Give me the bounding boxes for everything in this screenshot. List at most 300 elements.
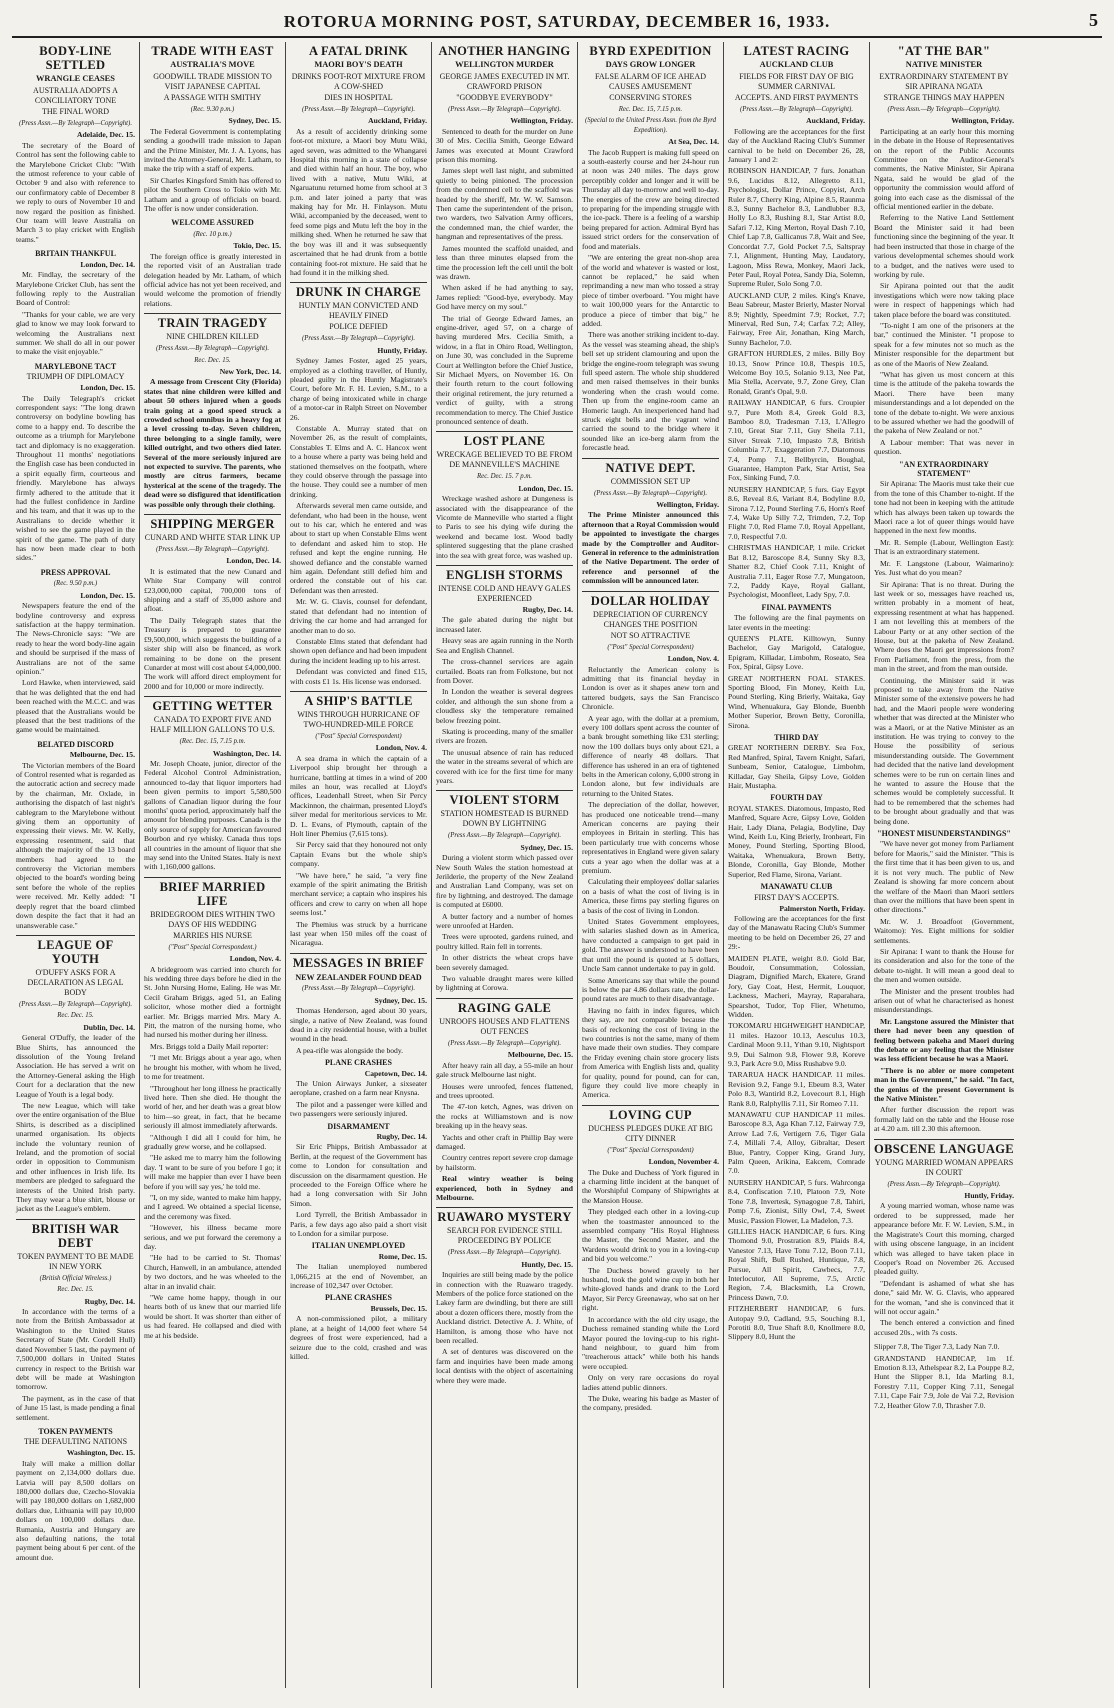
paragraph: Sir Charles Kingsford Smith has offered to pilot the Southern Cross to Tokio with Mr. Latham and a group of officials on board. The offer is now under consideration. bbox=[144, 175, 281, 214]
headline: NATIVE DEPT. bbox=[582, 458, 719, 475]
paragraph: Yachts and other craft in Phillip Bay were damaged. bbox=[436, 1132, 573, 1151]
credit: ("Post" Special Correspondent.) bbox=[168, 943, 257, 951]
dateline: New York, Dec. 14. bbox=[219, 366, 281, 376]
paragraph: "We have never got money from Parliament before for Maoris," said the Minister. "This is the first time that it has been given to us, and it is not very much. The public of New Zealand is showing far more concern about the welfare of the Maori than Maori settlers than over the millions that have been spent in other directions." bbox=[874, 839, 1014, 915]
received-time: (Rec. 10 p.m.) bbox=[193, 230, 232, 238]
article-getting-wetter bbox=[144, 696, 281, 872]
headline: "AT THE BAR" bbox=[897, 44, 991, 58]
headline: A SHIP'S BATTLE bbox=[290, 691, 427, 708]
paragraph: Wreckage washed ashore at Dungeness is associated with the disappearance of the Vicomte de Manneville who started a flight to Paris to see his dying wife during the weekend and became lost. Wood badly splintered suggesting that the plane crashed into the sea with great force, was washed up. bbox=[436, 494, 573, 560]
column-2 bbox=[140, 42, 286, 1688]
paragraph: "Defendant is ashamed of what she has done," said Mr. W. G. Clavis, who appeared for the woman, "and she is convinced that it will not occur again." bbox=[874, 1278, 1014, 1316]
dateline: Rugby, Dec. 14. bbox=[376, 1131, 427, 1141]
dateline: Auckland, Friday. bbox=[368, 116, 427, 126]
paragraph: Calculating their employees' dollar salaries on a basis of what the cost of living is in America, these firms pay sterling figures on a basis of the cost of living in London. bbox=[582, 877, 719, 915]
subheadline: STRANGE THINGS MAY HAPPEN bbox=[883, 93, 1005, 102]
subheadline: NINE CHILDREN KILLED bbox=[166, 332, 259, 342]
subheadline: WINS THROUGH HURRICANE OF TWO-HUNDRED-MILE FORCE bbox=[297, 709, 420, 729]
paragraph: The cross-channel services are again curtailed. Boats ran from Folkstone, but not from Dover. bbox=[436, 657, 573, 685]
race-entry: AUCKLAND CUP, 2 miles. King's Knave, Beau Sabreur, Master Brierly, Master Norval 8.9; Nightly, Speedmint 7.9; Rocket, 7.7; Minerval, Red Sun, 7.4; Carfax 7.2; Alley, Fairway, Free Air, Jonathan, King March, Sunny Bachelor, 7.0. bbox=[728, 290, 865, 347]
section-heading: FINAL PAYMENTS bbox=[761, 602, 832, 612]
paragraph: "We are entering the great non-shop area of the world and whatever is wasted or lost, cannot be replaced," he said when reprimanding a new man who tossed a stray piece of timber overboard. "You might have to wait 100,000 years for the Antarctic to produce a piece of timber that big," he added. bbox=[582, 253, 719, 328]
headline: GETTING WETTER bbox=[144, 696, 281, 713]
headline: DOLLAR HOLIDAY bbox=[582, 591, 719, 608]
credit: (Press Assn.—By Telegraph—Copyright). bbox=[887, 106, 1001, 113]
paragraph: The bench entered a conviction and fined accused 20s., with 7s costs. bbox=[874, 1318, 1014, 1337]
section-heading: PLANE CRASHES bbox=[325, 1058, 392, 1068]
article-english-storms bbox=[436, 565, 573, 785]
paragraph: "We came home happy, though in our hearts both of us knew that our married life would be short. It was shorter than either of us had feared. He collapsed and died with me at his bedside. bbox=[144, 1293, 281, 1340]
article-shipping-merger bbox=[144, 514, 281, 691]
paragraph: The Victorian members of the Board of Control resented what is regarded as the autocratic action and secrecy made by the chairman, Mr. Oxlade, in authorising the dispatch of last night's cablegram to the Marylebone without giving them an opportunity of expressing their views. Mr. W. Kelly, expressing resentment, said that although the majority of the 13 board members had agreed to the controversy the Victorian members objected to the board's wording being sent before the whole of the replies were received. Mr. Kelly added: "I deeply regret that the board climbed down despite the fact that it had an unanswerable case." bbox=[16, 760, 135, 930]
masthead-title: ROTORUA MORNING POST, SATURDAY, DECEMBER 16, 1933. bbox=[283, 12, 831, 31]
headline: ENGLISH STORMS bbox=[436, 565, 573, 582]
article-at-the-bar bbox=[874, 42, 1014, 1134]
paragraph: After further discussion the report was formally laid on the table and the House rose at 4.20 a.m. till 2.30 this afternoon. bbox=[874, 1105, 1014, 1134]
paragraph: Having no faith in index figures, which they say, are not comparable because the basis of reckoning the cost of living in the two countries is not the same, many of them have made their own studies. They compare the Friday evening chain store grocery lists from America with English lists and, quality for quality, pound for pound, can for can, figure they could live more cheaply in America. bbox=[582, 1005, 719, 1100]
paragraph: It is estimated that the new Cunard and White Star Company will control £23,000,000 capital, 700,000 tons of shipping and a staff of 35,000 ashore and afloat. bbox=[144, 566, 281, 614]
paragraph: James slept well last night, and submitted quietly to being pinioned. The procession from the condemned cell to the scaffold was headed by the sheriff, Mr. W. W. Samson. Then came the superintendent of the prison, two warders, two Salvation Army officers, the condemned man, the chief warder, the hangman and representatives of the press. bbox=[436, 166, 573, 242]
section-heading: "AN EXTRAORDINARY STATEMENT" bbox=[899, 459, 989, 479]
headline: BYRD EXPEDITION bbox=[589, 44, 712, 58]
article-loving-cup bbox=[582, 1105, 719, 1413]
subheadline: HUNTLY MAN CONVICTED AND HEAVILY FINED bbox=[298, 301, 419, 321]
received-time: Rec. Dec. 15, 7.15 p.m. bbox=[618, 106, 683, 113]
paragraph: The depreciation of the dollar, however, has produced one noticeable trend—many American concerns are paying their employees in Britain in sterling. This has been particularly true with concerns whose representatives in England were given salary cuts a year ago when the dollar was at a premium. bbox=[582, 800, 719, 876]
credit: (Press Assn.—By Telegraph—Copyright). bbox=[447, 1249, 562, 1257]
dateline: Huntly, Friday. bbox=[964, 1191, 1014, 1201]
paragraph: "What has given us most concern at this time is the attitude of the pakeha towards the Maori. There have been many misunderstandings and a lot depended on the tone of the debate to-night. We were anxious to be assured whether we had the goodwill of the pakeha of New Zealand or not." bbox=[874, 369, 1014, 436]
dateline: Tokio, Dec. 15. bbox=[233, 241, 281, 251]
race-entry: MAIDEN PLATE, weight 8.0. Gold Bar, Boudoir, Consummation, Colossian, Diagram, Dignified March, Ekatere, Grand Jory, Gay Coat, Hest, Hermit, Louquor, Lackness, Macheri, Mayray, Raparahara, Spearshot, Tudor, Top Flier, Whetumo, Widden. bbox=[728, 953, 865, 1019]
paragraph: Reluctantly the American colony is admitting that its financial heyday in London is over as it shapes anew torn and tattered budgets, says the San Francisco Chronicle. bbox=[582, 664, 719, 712]
subheadline: WRANGLE CEASES bbox=[36, 74, 115, 83]
headline: BRIEF MARRIED LIFE bbox=[144, 877, 281, 908]
paragraph: The Prime Minister announced this afternoon that a Royal Commission would be appointed to investigate the charges made by the Comptroller and Auditor-General in reference to the administration of the Native Department. The order of reference and personnel of the commission will be announced later. bbox=[582, 510, 719, 586]
paragraph: "To-night I am one of the prisoners at the bar," continued the Minister. "I propose to speak for a few minutes not so much as the Minister responsible for the department but as one of the Maoris of New Zealand. bbox=[874, 320, 1014, 368]
dateline: Capetown, Dec. 14. bbox=[364, 1068, 427, 1078]
dateline: Washington, Dec. 14. bbox=[212, 748, 281, 758]
page-number: 5 bbox=[1089, 10, 1098, 30]
section-heading: ITALIAN UNEMPLOYED bbox=[311, 1241, 406, 1251]
paragraph: Newspapers feature the end of the bodyline controversy and express satisfaction at the happy termination. The News-Chronicle says: "We are ready to hear the word body-line again and should be surprised if the mass of Australians are not of the same opinion." bbox=[16, 601, 135, 676]
subheadline: POLICE DEFIED bbox=[329, 322, 388, 332]
dateline: Huntly, Dec. 15. bbox=[521, 1259, 573, 1269]
section-heading: BELATED DISCORD bbox=[37, 739, 114, 749]
paragraph: "Although I did all I could for him, he gradually grew worse, and he collapsed. bbox=[144, 1132, 281, 1151]
paragraph: The gale abated during the night but increased later. bbox=[436, 615, 573, 634]
subheadline: FALSE ALARM OF ICE AHEAD CAUSES AMUSEMENT bbox=[595, 72, 706, 91]
article-obscene-language bbox=[874, 1139, 1014, 1338]
subheadline: TRIUMPH OF DIPLOMACY bbox=[26, 372, 125, 382]
article-ruawaro-mystery bbox=[436, 1207, 573, 1385]
subheadline: CANADA TO EXPORT FIVE AND HALF MILLION GALLONS TO U.S. bbox=[150, 715, 275, 735]
paragraph: The Union Airways Junker, a sixseater aeroplane, crashed on a farm near Knysna. bbox=[290, 1078, 427, 1098]
paragraph: A young married woman, whose name was ordered to be suppressed, made her appearance before Mr. F. W. Levien, S.M., in the Magistrate's Court this morning, charged with using obscene language, in an incident which was alleged to have taken place in Cooper's Road on November 26. Accused pleaded guilty. bbox=[874, 1201, 1014, 1277]
dateline: London, Dec. 14. bbox=[226, 556, 281, 566]
headline: SHIPPING MERGER bbox=[144, 514, 281, 531]
paragraph: Lord Tyrrell, the British Ambassador in Paris, a few days ago also paid a short visit to London for a similar purpose. bbox=[290, 1210, 427, 1239]
paragraph: The Duke, wearing his badge as Master of the company, presided. bbox=[582, 1393, 719, 1413]
paragraph: Mr. W. J. Broadfoot (Government, Waitomo): Yes. Eight millions for soldier settlements. bbox=[874, 916, 1014, 945]
dateline: Adelaide, Dec. 15. bbox=[77, 130, 135, 140]
article-belated-discord bbox=[16, 740, 135, 930]
article-violent-storm bbox=[436, 790, 573, 993]
subheadline: MAORI BOY'S DEATH bbox=[314, 60, 403, 69]
paragraph: The 47-ton ketch, Agnes, was driven on the rocks at Williamstown and is now breaking up in the heavy seas. bbox=[436, 1102, 573, 1131]
paragraph: Only on very rare occasions do royal ladies attend public dinners. bbox=[582, 1373, 719, 1392]
race-entry: GILLIES HACK HANDICAP, 6 furs. King Thomond 9.0, Prostration 8.9, Plaids 8.4, Vanestor 7.13, Have Tonu 7.12, Boon 7.11, Royal Shift, Bull Rushed, Huntique, 7.8, Pursue, All Spirit, Cawbecs, 7.7, Interlocutor, All Supreme, 7.5, Arctic Region, 7.4, Blacksmith, La Crown, Princess Dawn, 7.0. bbox=[728, 1226, 865, 1302]
subheadline: COMMISSION SET UP bbox=[610, 476, 691, 486]
paragraph: In other districts the wheat crops have been severely damaged. bbox=[436, 953, 573, 972]
paragraph: General O'Duffy, the leader of the Blue Shirts, has announced the dissolution of the Young Ireland Association. He has served a writ on the Attorney-General asking the High Court for a declaration that the new League of Youth is a legal body. bbox=[16, 1033, 135, 1099]
article-train-tragedy bbox=[144, 313, 281, 509]
paragraph: Houses were unroofed, fences flattened, and trees uprooted. bbox=[436, 1081, 573, 1100]
paragraph: The Federal Government is contemplating sending a goodwill trade mission to Japan and the Prime Minister, Mr. J. A. Lyons, has invited the Attorney-General, Mr. Latham, to make the trip with a staff of experts. bbox=[144, 126, 281, 174]
article-british-war-debt bbox=[16, 1219, 135, 1422]
received-time: Rec. Dec. 15. bbox=[194, 356, 231, 364]
dateline: London, Dec. 15. bbox=[518, 483, 573, 493]
paragraph: As a result of accidently drinking some foot-rot mixture, a Maori boy Mutu Wiki, aged seven, was admitted to the Whangarei Hospital this morning in a state of collapse and died within half an hour. The boy, who lived with a native, Mutu Wiki, at Ngaruatunu returned home from school at 3 p.m. and later joined a party that was making hay for Mr. H. Finlayson. Mutu Wiki, accompanied by the deceased, went to feed some pigs and Mutu left the boy in the milking shed. When he returned he saw that the boy was ill and it was subsequently ascertained that he had drunk from a bottle containing foot-rot mixture. He said that he had found it in the milking shed. bbox=[290, 126, 427, 277]
article-brief-married-life bbox=[144, 877, 281, 1340]
credit: (Press Assn.—By Telegraph—Copyright). bbox=[301, 335, 416, 343]
subheadline: GOODWILL TRADE MISSION TO VISIT JAPANESE CAPITAL bbox=[153, 72, 272, 91]
paragraph: In accordance with the terms of a note from the British Ambassador at Washington to the United States Secretary of State (Mr. Cordell Hull) dated November 5 last, the payment of 7,500,000 dollars in United States currency in respect to the British war debt will be made at Washington tomorrow. bbox=[16, 1307, 135, 1392]
paragraph: Mr. F. Langstone (Labour, Waimarino): Yes. Just what do you mean? bbox=[874, 558, 1014, 578]
columns bbox=[12, 42, 1102, 1688]
paragraph: The Duke and Duchess of York figured in a charming little incident at the banquet of the Worshipful Company of Shipwrights at the Mansion House. bbox=[582, 1167, 719, 1205]
dateline: London, Nov. 4. bbox=[229, 954, 281, 964]
paragraph: "I, on my side, wanted to make him happy, and I agreed. We obtained a special license, and the ceremony was fixed. bbox=[144, 1192, 281, 1221]
article-another-hanging bbox=[436, 42, 573, 426]
paragraph: Real wintry weather is being experienced, both in Sydney and Melbourne. bbox=[436, 1174, 573, 1202]
paragraph: The Daily Telegraph's cricket correspondent says: "The long drawn controversy on bodyline bowling has come to a happy end. To describe the outcome as a triumph for Marylebone tact and diplomacy is no exaggeration. Throughout 11 months' negotiations the English case has been conducted in a spirit equally firm, courteous and friendly. Marylebone has always firmly adhered to the attitude that it had the fullest confidence in Jardine and his team, and that it was up to the Australians to decide whether it wished to see the game played in the spirit of the game. The path of duty has now been made clear to both sides." bbox=[16, 393, 135, 563]
subheadline: O'DUFFY ASKS FOR A DECLARATION AS LEGAL BODY bbox=[27, 967, 124, 997]
paragraph: Constable A. Murray stated that on November 26, as the result of complaints, Constables T. Elms and A. C. Hancox went to a house where a party was being held and stationed themselves on the footpath, where they could observe through the passage into the house. They could see a number of men drinking. bbox=[290, 423, 427, 499]
paragraph: Following are the acceptances for the first day of the Manawatu Racing Club's Summer meeting to be held on December 26, 27 and 29:- bbox=[728, 913, 865, 952]
race-entry: CHRISTMAS HANDICAP, 1 mile. Cricket Bat 8.12, Baroscope 8.4, Sunny Sky 8.3, Shatter 8.2, Chief Cook 7.11, Knight of Australia 7.11, Eager Rose 7.7, Mungatoon, 7.2, Paddy Kaye, Royal Gallant, Psychologist, Moonfleet, Lady Spy, 7.0. bbox=[728, 543, 865, 600]
headline: LATEST RACING bbox=[743, 44, 850, 58]
paragraph: Sir Apirana pointed out that the audit investigations which were now taking place were in respect of happenings which had taken place before the board was constituted. bbox=[874, 281, 1014, 319]
paragraph: A pea-rifle was alongside the body. bbox=[296, 1045, 404, 1055]
paragraph: A bridegroom was carried into church for his wedding three days before he died in the St. John Nursing Home, Ealing. He was Mr. Cecil Graham Briggs, aged 51, an Ealing solicitor, whose mother died a fortnight earlier. Mr. Briggs married Mrs. Mary A. Pitt, the matron of the nursing home, who had nursed his mother during her illness. bbox=[144, 964, 281, 1040]
paragraph: A non-commissioned pilot, a military plane, at a height of 14,000 feet where 54 degrees of frost were experienced, had a seizure due to the cold, crashed and was killed. bbox=[290, 1314, 427, 1361]
subheadline: DIES IN HOSPITAL bbox=[324, 93, 393, 102]
paragraph: The Duchess bowed gravely to her husband, took the gold wine cup in both her white-gloved hands and drank to the Lord Mayor, Sir Percy Greenaway, who sat on her right. bbox=[582, 1265, 719, 1313]
article-body-line bbox=[16, 42, 135, 244]
paragraph: The Italian unemployed numbered 1,066,215 at the end of November, an increase of 102,347 over October. bbox=[290, 1262, 427, 1291]
paragraph: Following are the acceptances for the first day of the Auckland Racing Club's Summer carnival to be held on December 26, 28, January 1 and 2: bbox=[728, 126, 865, 165]
subheadline: CONSERVING STORES bbox=[609, 93, 692, 102]
subheadline: TOKEN PAYMENT TO BE MADE IN NEW YORK bbox=[17, 1251, 134, 1271]
credit: (Press Assn.—By Telegraph—Copyright). bbox=[18, 120, 133, 127]
paragraph: "However, his illness became more serious, and we put forward the ceremony a day. bbox=[144, 1223, 281, 1251]
paragraph: They pledged each other in a loving-cup when the toastmaster announced to the assembled company "His Royal Highness the Master, the Second Master, and the Wardens would drink to you in a loving-cup and bid you welcome." bbox=[582, 1207, 719, 1264]
paragraph: A butter factory and a number of homes were unroofed at Harden. bbox=[436, 911, 573, 931]
paragraph: Mr. Joseph Choate, junior, director of the Federal Alcohol Control Administration, announced to-day that liquor importers had been given permits to import 5,580,500 gallons of Canadian liquor during the four months' quota period, approximately half the amount for blending purposes. Canada is the only source of supply for American favoured Bourbon and rye whisky. Canada thus tops all countries in the amount of liquor that she may send into the United States. Italy is next with 1,160,000 gallons. bbox=[144, 758, 281, 872]
paragraph: The pilot and a passenger were killed and two passengers were seriously injured. bbox=[290, 1099, 427, 1119]
race-entry: TARARUA HACK HANDICAP. 11 miles. Revision 9.2, Fange 9.1, Ebeum 8.3, Water Polo 8.3, Wantirld 8.2, Lovecourt 8.1, High Rank 8.0, Ralphyllis 7.11, Sir Romeo 7.11. bbox=[728, 1070, 865, 1108]
paragraph: Continuing, the Minister said it was proposed to take away from the Native Minister some of the extensive powers he had had, and the Maori people were wondering whether that was directed at the Minister who was a Maori, or at the Native Minister as an institution. He was trying to convey to the House the possibility of serious misunderstanding outside. The Government had decided that the native land development schemes were to be run on certain lines and he wanted to assure the House that the schemes would be completely successful. It had to be remembered that the schemes had to be brought about gradually and that was being done. bbox=[874, 675, 1014, 826]
subheadline: DRINKS FOOT-ROT MIXTURE FROM A COW-SHED bbox=[291, 72, 426, 91]
article-marylebone-tact bbox=[16, 362, 135, 563]
paragraph: The unusual absence of rain has reduced the water in the streams several of which are covered with ice for the first time for many years. bbox=[436, 747, 573, 785]
paragraph: A year ago, with the dollar at a premium, every 100 dollars spent across the counter of a bank brought something like £31 sterling; now the 100 dollars buys only about £21, a difference of nearly 48 dollars. That difference has ushered in an era of tightened belts in the American colony, 6,000 strong in London alone, but few individuals are returning to the United States. bbox=[582, 713, 719, 798]
paragraph: James mounted the scaffold unaided, and less than three minutes elapsed from the time the procession left the cell until the bolt was drawn. bbox=[436, 243, 573, 281]
paragraph: A Labour member: That was never in question. bbox=[874, 437, 1014, 457]
section-heading: TOKEN PAYMENTS bbox=[38, 1426, 113, 1436]
dateline: Palmerston North, Friday. bbox=[779, 903, 865, 913]
credit: (Press Assn.—By Telegraph—Copyright). bbox=[447, 1039, 562, 1047]
subheadline: ACCEPTS. AND FIRST PAYMENTS bbox=[734, 93, 859, 102]
paragraph: Constable Elms stated that defendant had shown open defiance and had been impudent during the incident leading up to his arrest. bbox=[290, 636, 427, 665]
headline: A FATAL DRINK bbox=[308, 44, 409, 58]
subheadline: DAYS GROW LONGER bbox=[605, 60, 696, 69]
headline: LEAGUE OF YOUTH bbox=[16, 935, 135, 966]
newspaper-page bbox=[12, 8, 1102, 1688]
received-time: (Rec. Dec. 15, 7.15 p.m. bbox=[179, 738, 246, 746]
article-native-dept bbox=[582, 458, 719, 586]
subheadline: NOT SO ATTRACTIVE bbox=[610, 630, 691, 640]
article-welcome-assured bbox=[144, 218, 281, 308]
paragraph: Mr. R. Semple (Labour, Wellington East): That is an extraordinary statement. bbox=[874, 537, 1014, 557]
dateline: Rome, Dec. 15. bbox=[378, 1251, 427, 1261]
paragraph: "We have here," he said, "a very fine example of the spirit animating the British merchant service; a captain who inspires his officers and crew to carry on when all hope seems lost." bbox=[290, 870, 427, 918]
section-heading: WELCOME ASSURED bbox=[171, 218, 254, 228]
headline: LOST PLANE bbox=[436, 431, 573, 448]
headline: RUAWARO MYSTERY bbox=[436, 1207, 573, 1224]
subheadline: CUNARD AND WHITE STAR LINK UP bbox=[144, 533, 281, 543]
column-3 bbox=[286, 42, 432, 1688]
section-heading: DISARMAMENT bbox=[327, 1121, 390, 1131]
paragraph: Defendant was convicted and fined £15, with costs £1 1s. His license was endorsed. bbox=[290, 667, 427, 686]
dateline: Sydney, Dec. 15. bbox=[228, 116, 281, 126]
section-heading: BRITAIN THANKFUL bbox=[35, 249, 116, 259]
paragraph: United States Government employees, with salaries slashed down as in America, have conducted a campaign to get paid in gold. The answer is understood to have been that until the pound is quoted at 5 dollars, Uncle Sam cannot undertake to pay in gold. bbox=[582, 917, 719, 974]
dateline: Rugby, Dec. 14. bbox=[84, 1296, 135, 1306]
paragraph: Some Americans say that while the pound is below the par 4.86 dollars rate, the dollar-pound rates are much to their disadvantage. bbox=[582, 975, 719, 1004]
dateline: London, Dec. 15. bbox=[80, 383, 135, 393]
paragraph: Country centres report severe crop damage by hailstorm. bbox=[436, 1153, 573, 1172]
subheadline: STATION HOMESTEAD IS BURNED DOWN BY LIGHTNING bbox=[440, 809, 569, 829]
article-raging-gale bbox=[436, 998, 573, 1203]
section-heading: NEW ZEALANDER FOUND DEAD bbox=[295, 972, 422, 982]
paragraph: During a violent storm which passed over New South Wales the station homestead at Jerilderie, the property of the New Zealand and Australian Land Company, was set on fire by lightning, and destroyed. The damage is computed at £6000. bbox=[436, 853, 573, 910]
race-entry: FITZHERBERT HANDICAP, 6 furs. Autopay 9.0, Cadland, 9.5, Souching 8.1, Porotiti 8.0, True Shaft 8.0, Knollmere 8.0, Slippery 8.0, Hunt the bbox=[728, 1304, 865, 1342]
subheadline: EXTRAORDINARY STATEMENT BY SIR APIRANA NGATA bbox=[879, 72, 1009, 91]
subheadline: THE DEFAULTING NATIONS bbox=[23, 1437, 128, 1447]
paragraph: "He asked me to marry him the following day. 'I want to be sure of you before I go; it will make me happier than ever I have been before if you will say yes,' he told me. bbox=[144, 1153, 281, 1191]
headline: TRAIN TRAGEDY bbox=[144, 313, 281, 330]
paragraph: The foreign office is greatly interested in the reported visit of an Australian trade delegation headed by Mr. Latham, of which official advice has not yet been received, and would welcome the promotion of friendly relations. bbox=[144, 251, 281, 308]
paragraph: "I met Mr. Briggs about a year ago, when he brought his mother, with whom he lived, to me for treatment. bbox=[144, 1053, 281, 1082]
race-entry: MANAWATU CUP HANDICAP 11 miles. Baroscope 8.3, Aga Khan 7.12, Fairway 7.9, Arrow Lad 7.6, Vertigern 7.6, Tiger Gala 7.4, Millali 7.4, Alloy, Gibraltar, Desert Blue, Pantry, Copper King, Grand Jury, Palm Queen, Arikina, Eakcem, Comrade 7.0. bbox=[728, 1110, 865, 1176]
paragraph: Lord Hawke, when interviewed, said that he was delighted that the end had been reached with the M.C.C. and was pleased that the Australians would be pleased that the best traditions of the game would be maintained. bbox=[16, 678, 135, 735]
headline: BODY-LINE SETTLED bbox=[39, 44, 112, 72]
dateline: Wellington, Friday. bbox=[951, 116, 1014, 126]
article-latest-racing bbox=[728, 42, 865, 1342]
paragraph: A message from Crescent City (Florida) states that nine children were killed and about 50 others injured when a goods train going at a good speed struck a crowded school omnibus in a heavy fog at a level crossing to-day. Seven children, three belonging to a single family, were killed outright, and two others died later. Several of the more seriously injured are not expected to survive. The parents, who mostly are citrus farmers, became hysterical at the scene of the tragedy. The dead were so disfigured that identification was possible only through their clothing. bbox=[144, 377, 281, 509]
headline: DRUNK IN CHARGE bbox=[290, 282, 427, 299]
dateline: London, Nov. 4. bbox=[375, 743, 427, 753]
subheadline: INTENSE COLD AND HEAVY GALES EXPERIENCED bbox=[438, 584, 571, 604]
article-racing-continued bbox=[874, 1342, 1014, 1410]
article-britain-thankful bbox=[16, 249, 135, 356]
credit: (Press Assn.—By Telegraph—Copyright). bbox=[887, 1180, 1001, 1188]
dateline: At Sea, Dec. 14. bbox=[668, 137, 719, 147]
paragraph: The Minister and the present troubles had arisen out of what he characterised as honest misunderstandings. bbox=[874, 986, 1014, 1015]
paragraph: Trees were uprooted, gardens ruined, and poultry killed. Rain fell in torrents. bbox=[436, 932, 573, 951]
credit: (Press Assn.—By Telegraph—Copyright). bbox=[447, 106, 562, 113]
paragraph: Thomas Henderson, aged about 30 years, single, a native of New Zealand, was found dead in a city residential house, with a bullet wound in the head. bbox=[290, 1006, 427, 1044]
section-heading: THIRD DAY bbox=[774, 733, 819, 742]
paragraph: Sydney James Foster, aged 25 years, employed as a clothing traveller, of Huntly, pleaded guilty in the Huntly Magistrate's Court, before Mr. F. H. Levien, S.M., to a charge of being intoxicated while in charge of a motor-car in Ralph Street on November 26. bbox=[290, 356, 427, 422]
article-byrd-expedition bbox=[582, 42, 719, 453]
paragraph: Inquiries are still being made by the police in connection with the Ruawaro tragedy. Members of the police force stationed on the Lakey farm are dwindling, but there are still about a dozen officers there, mostly from the Auckland district. Detective A. J. White, of Hamilton, is among those who have not been recalled. bbox=[436, 1270, 573, 1346]
paragraph: There was another striking incident to-day. As the vessel was steaming ahead, the ship's bell set up strident clamouring and upon the bridge the engine-room telegraph was swung full speed astern. The whole ship shuddered and men raised themselves in their bunks wondering when the crash would come. Then up from the engine-room came an Homeric laugh. An inexperienced hand had struck eight bells and the vagrant wind carried the sound to the bridge where it sounded like an ice-berg alarm from the forecastle head. bbox=[582, 330, 719, 453]
headline: LOVING CUP bbox=[582, 1105, 719, 1122]
paragraph: Mr. Findlay, the secretary of the Marylebone Cricket Club, has sent the following reply to the Australian Board of Control: bbox=[16, 270, 135, 308]
dateline: Washington, Dec. 15. bbox=[66, 1448, 135, 1458]
dateline: London, Dec. 14. bbox=[80, 259, 135, 269]
article-lost-plane bbox=[436, 431, 573, 560]
credit: (Press Assn.—By Telegraph—Copyright). bbox=[593, 489, 708, 497]
subheadline: AUCKLAND CLUB bbox=[759, 60, 834, 69]
article-token-payments bbox=[16, 1427, 135, 1562]
dateline: Sydney, Dec. 15. bbox=[520, 842, 573, 852]
dateline: London, November 4. bbox=[648, 1157, 719, 1167]
dateline: Melbourne, Dec. 15. bbox=[507, 1050, 573, 1060]
section-heading: PRESS APPROVAL bbox=[40, 567, 111, 577]
credit: ("Post" Special Correspondent) bbox=[607, 1146, 694, 1154]
credit: (Press Assn.—By Telegraph—Copyright). bbox=[301, 106, 416, 113]
subheadline: WELLINGTON MURDER bbox=[455, 60, 554, 69]
article-press-approval bbox=[16, 568, 135, 735]
paragraph: Heavy seas are again running in the North Sea and English Channel. bbox=[436, 636, 573, 655]
paragraph: Referring to the Native Land Settlement Board the Minister said it had been functioning since the beginning of the year. It had been instructed that those in charge of the various developmental schemes should work to a budget, and the natives were used to working by rule. bbox=[874, 213, 1014, 279]
credit: ("Post" Special Correspondent) bbox=[315, 732, 402, 740]
race-entry: GRANDSTAND HANDICAP, 1m 1f. Emotion 8.13, Athelspear 8.2, La Pouppe 8.2, Hunt the Slipper 8.1, Ida Marling 8.1, Forestry 7.11, Copper King 7.11, Senegal 7.11, Cape Fair 7.9, Jole de Vai 7.2, Revision 7.2, Heather Glow 7.0, Thrasher 7.0. bbox=[874, 1353, 1014, 1410]
race-entry: NURSERY HANDICAP, 5 furs. Wahrconga 8.4, Confiscation 7.10, Platoon 7.9, Note Tone 7.8, Invertesk, Synagogue 7.8, Tahiri, Pomp 7.6, Zionist, Silly Owl, 7.4, Sweet Music, Passion Flower, La Madelon, 7.3. bbox=[728, 1177, 865, 1225]
dateline: London, Nov. 4. bbox=[667, 654, 719, 664]
dateline: Dublin, Dec. 14. bbox=[83, 1022, 135, 1032]
subheadline: DEPRECIATION OF CURRENCY CHANGES THE POSITION bbox=[592, 609, 709, 629]
dateline: London, Dec. 15. bbox=[80, 590, 135, 600]
subheadline: FIRST DAY'S ACCEPTS. bbox=[754, 892, 839, 902]
headline: RAGING GALE bbox=[436, 998, 573, 1015]
dateline: Sydney, Dec. 15. bbox=[374, 995, 427, 1005]
race-entry: ROBINSON HANDICAP, 7 furs. Jonathan 9.6, Lucidus 8.12, Allegretto 8.11, Psychologist, Dollar Prince, Copyist, Arch Ruler 8.7, Cherry King, Alpine 8.5, Raunma 8.3, Sunny Bachelor 8.3, Landlubber 8.3, Holly Lo 8.3, Rushing 8.1, Star Artist 8.0, Safari 7.12, King Merton, Royal Dash 7.10, Chief Lap 7.8, Gallicanus 7.8, Wait and See, Concordat 7.7, Gold Pocket 7.5, Saltspray 7.1, Alignment, Hunting May, Laudatory, Lagoon, Miss Rewa, Monkey, Maori Jack, Peter Paul, Royal Potea, Sandy Dia, Solemn, Supreme Ruler, Solo Song 7.0. bbox=[728, 166, 865, 289]
paragraph: The Phemius was struck by a hurricane last year when 150 miles off the coast of Nicaragua. bbox=[290, 919, 427, 948]
section-heading: "HONEST MISUNDERSTANDINGS" bbox=[877, 829, 1011, 839]
subheadline: NATIVE MINISTER bbox=[905, 60, 983, 69]
paragraph: Sentenced to death for the murder on June 30 of Mrs. Cecilia Smith, George Edward James was executed at Mount Crawford prison this morning. bbox=[436, 126, 573, 165]
race-entry: RAILWAY HANDICAP, 6 furs. Croupier 9.7, Pure Moth 8.4, Greek Gold 8.3, Bamboo 8.0, Tradesman 7.13, L'Allegro 7.10, Great Star 7.11, Guy Sheila 7.11, Silver Streak 7.10, Impasto 7.8, British Columbia 7.7, Exaggeration 7.7, Diatomous 7.4, Pomp 7.1, Bellbyrcin, Boughal, Guarantee, Hampton Park, Star Artist, Sea Fox, Sinking Fund, 7.0. bbox=[728, 398, 865, 483]
headline: ANOTHER HANGING bbox=[438, 44, 571, 58]
paragraph: In accordance with the old city usage, the Duchess remained standing while the Lord Mayor poured the loving-cup to his right-hand neighbour, to guard him from "treacherous attack" while both his hands were occupied. bbox=[582, 1314, 719, 1371]
dateline: Auckland, Friday. bbox=[806, 116, 865, 126]
subheadline: DUCHESS PLEDGES DUKE AT BIG CITY DINNER bbox=[588, 1123, 713, 1143]
dateline: Wellington, Friday. bbox=[510, 116, 573, 126]
paragraph: A sea drama in which the captain of a Liverpool ship brought her through a hurricane, battling at times in a wind of 200 miles an hour, was recalled at Lloyd's offices, Leadenhall Street, when Sir Percy Mackinnon, the chairman, presented Lloyd's silver medal for meritorious services to Mr. D. L. Evans, of Plymouth, captain of the Holt liner Phemius (7,615 tons). bbox=[290, 753, 427, 838]
article-drunk-in-charge bbox=[290, 282, 427, 686]
paragraph: Skating is proceeding, many of the smaller rivers are frozen. bbox=[436, 726, 573, 746]
race-entry: NURSERY HANDICAP, 5 furs. Gay Egypt 8.6, Reveal 8.6, Variant 8.4, Bodyline 8.0, Sirona 7.12, Pound Sterling 7.6, Horn's Reef 7.4, Wake Up Silly 7.2, Trimden, 7.2, Top Flight 7.0, Red Flame 7.0, Royal Appellant, 7.0, Respectful 7.0. bbox=[728, 484, 865, 541]
paragraph: The payment, as in the case of that of June 15 last, is made pending a final settlement. bbox=[16, 1393, 135, 1422]
paragraph: Mrs. Briggs told a Daily Mail reporter: bbox=[150, 1041, 269, 1051]
paragraph: "Thanks for your cable, we are very glad to know we may look forward to welcoming the Australians next summer. We shall do all in our power to make the visit enjoyable." bbox=[16, 309, 135, 357]
subheadline: AUSTRALIA ADOPTS A CONCILIATORY TONE bbox=[33, 86, 118, 105]
paragraph: Two valuable draught mares were killed by lightning at Corowa. bbox=[436, 974, 573, 993]
subheadline: UNROOFS HOUSES AND FLATTENS OUT FENCES bbox=[439, 1016, 570, 1036]
headline: BRITISH WAR DEBT bbox=[16, 1219, 135, 1250]
paragraph: In London the weather is several degrees colder, and although the sun shone from a cloudless sky the temperature remained below freezing point. bbox=[436, 687, 573, 725]
credit: (Press Assn.—By Telegraph—Copyright). bbox=[155, 546, 270, 554]
subheadline: AUSTRALIA'S MOVE bbox=[170, 60, 255, 69]
headline: MESSAGES IN BRIEF bbox=[290, 953, 427, 970]
section-heading: MANAWATU CLUB bbox=[760, 882, 833, 892]
race-entry: ROYAL STAKES. Diatomous, Impasto, Red Manfred, Square Acre, Gipsy Love, Golden Hair, Lady Diana, Pelagia, Bodyline, Day Wind, Keith Lu, King Brierly, Ironheart, Fin Money, Pound Sterling, Sporting Blood, Waitaka, Whenuakura, Brown Betty, Blonde, Coronilla, Gay Blonde, Mother Superior, Red Flame, Sirona, Variant. bbox=[728, 803, 865, 879]
credit: (Press Assn.—By Telegraph—Copyright). bbox=[301, 985, 416, 993]
subheadline: YOUNG MARRIED WOMAN APPEARS IN COURT bbox=[874, 1157, 1014, 1177]
dateline: Brussels, Dec. 15. bbox=[370, 1303, 427, 1313]
paragraph: After heavy rain all day, a 55-mile an hour gale struck Melbourne last night. bbox=[436, 1060, 573, 1080]
paragraph: The secretary of the Board of Control has sent the following cable to the Marylebone Cricket Club: "With the utmost reference to your cable of October 9 and also with reference to our confirmatory cable of December 8 we reply to ours of November 10 and now regard the position as finished. Our team will leave Australia on March 3 to play cricket with English teams." bbox=[16, 140, 135, 244]
received-time: (Rec. 9.30 p.m.) bbox=[190, 106, 235, 113]
paragraph: Sir Apirana: I want to thank the House for its consideration and also for the tone of the debate to-night. It will mean a good deal to the men and women outside. bbox=[874, 946, 1014, 985]
paragraph: The Daily Telegraph states that the Treasury is prepared to guarantee £9,500,000, which suggests the building of a sister ship will also be financed, as work remaining to be done on the present Cunarder at most will cost about £4,000,000. The work will afford direct employment for 2000 and for 10,000 or more indirectly. bbox=[144, 615, 281, 691]
column-1 bbox=[12, 42, 140, 1688]
paragraph: Mr. W. G. Clavis, counsel for defendant, stated that defendant had no intention of driving the car home and had arranged for another man to do so. bbox=[290, 597, 427, 635]
article-dollar-holiday bbox=[582, 591, 719, 1100]
credit: (Press Assn.—By Telegraph—Copyright). bbox=[447, 832, 562, 840]
subheadline: GEORGE JAMES EXECUTED IN MT. CRAWFORD PRISON bbox=[439, 72, 570, 91]
paragraph: Italy will make a million dollar payment on 2,134,000 dollars due. Latvia will pay 8,500 dollars on 180,000 dollars due, Czecho-Slovakia will pay 180,000 dollars on 1,682,000 dollars due, Lithuania will pay 10,000 dollars on 100,000 dollars due. Rumania, Austria and Hungary are also defaulting nations, the total payment being about 6 per cent. of the amount due. bbox=[16, 1458, 135, 1562]
section-heading: MARYLEBONE TACT bbox=[34, 361, 117, 371]
credit: (Special to the United Press Assn. from the Byrd Expedition). bbox=[584, 117, 717, 134]
paragraph: Sir Percy said that they honoured not only Captain Evans but the whole ship's company. bbox=[290, 840, 427, 869]
headline: VIOLENT STORM bbox=[436, 790, 573, 807]
credit: (Press Assn.—By Telegraph—Copyright). bbox=[739, 106, 854, 113]
credit: (British Official Wireless.) bbox=[39, 1274, 112, 1282]
section-heading: PLANE CRASHES bbox=[325, 1293, 392, 1303]
paragraph: Sir Apirana: The Maoris must take their cue from the tone of this Chamber to-night. If the tone had not been in keeping with the attitude which has always been taken up towards the Maori race a lot of queer things would have happened in the next few months. bbox=[874, 479, 1014, 536]
subheadline: FIELDS FOR FIRST DAY OF BIG SUMMER CARNIVAL bbox=[739, 72, 854, 91]
credit: (Press Assn.—By Telegraph—Copyright). bbox=[18, 1000, 133, 1008]
paragraph: "He had to be carried to St. Thomas' Church, Hanwell, in an ambulance, attended by two doctors, and he was wheeled to the altar in an invalid chair. bbox=[144, 1253, 281, 1291]
paragraph: A set of dentures was discovered on the farm and inquiries have been made among local dentists with the object of ascertaining where they were made. bbox=[436, 1347, 573, 1385]
article-trade-with-east bbox=[144, 42, 281, 213]
column-6 bbox=[724, 42, 870, 1688]
column-4 bbox=[432, 42, 578, 1688]
received-time: Rec. Dec. 15. 7 p.m. bbox=[477, 473, 532, 481]
race-entry: TOKOMARU HIGHWEIGHT HANDICAP, 11 miles. Hazoor 10.13, Aesculus 10.3, Cardinal Moon 9.11, Ythan 9.10, Nightsport 9.9, Dui Salmon 9.8, Flower 9.8, Koreve 9.3, Park Acre 9.0, Miss Rushabve 9.0. bbox=[728, 1021, 865, 1068]
paragraph: Afterwards several men came outside, and defendant, who had been in the house, went out to his car, which he entered and was about to start up when Constable Elms went to defendant and asked him to stop. He refused and kept the engine running. He showed defiance and the constable warned him again. Defendant still defied him and ordered the constable out of his car. Defendant was then arrested. bbox=[290, 501, 427, 595]
dateline: Melbourne, Dec. 15. bbox=[69, 750, 135, 760]
paragraph: "Throughout her long illness he practically lived here. Then she died. He thought the world of her, and her death was a great blow to him—so great, in fact, that he became seriously ill almost immediately afterwards. bbox=[144, 1083, 281, 1131]
subheadline: WRECKAGE BELIEVED TO BE FROM DE MANNEVILLE'S MACHINE bbox=[436, 450, 573, 470]
received-time: Rec. Dec. 15. bbox=[57, 1012, 94, 1020]
received-time: Rec. Dec. 15. bbox=[57, 1286, 94, 1294]
subheadline: MARRIES HIS NURSE bbox=[173, 930, 252, 940]
article-fatal-drink bbox=[290, 42, 427, 277]
paragraph: When asked if he had anything to say, James replied: "Good-bye, everybody. May God have mercy on my soul." bbox=[436, 283, 573, 312]
paragraph: Participating at an early hour this morning in the debate in the House of Representatives on the report of the Public Accounts Committee on the Auditor-General's comments, the Native Minister, Sir Apirana Ngata, said he would be glad of the opportunity the commission would afford of going into each case as the dismissal of the official mentioned earlier in the debate. bbox=[874, 126, 1014, 212]
article-league-of-youth bbox=[16, 935, 135, 1214]
paragraph: "There is no abler or more competent man in the Government," he said. "In fact, the genius of the present Government is the Native Minister." bbox=[874, 1065, 1014, 1104]
received-time: (Rec. 9.50 p.m.) bbox=[53, 580, 98, 588]
credit: (Press Assn.—By Telegraph—Copyright). bbox=[155, 345, 270, 353]
